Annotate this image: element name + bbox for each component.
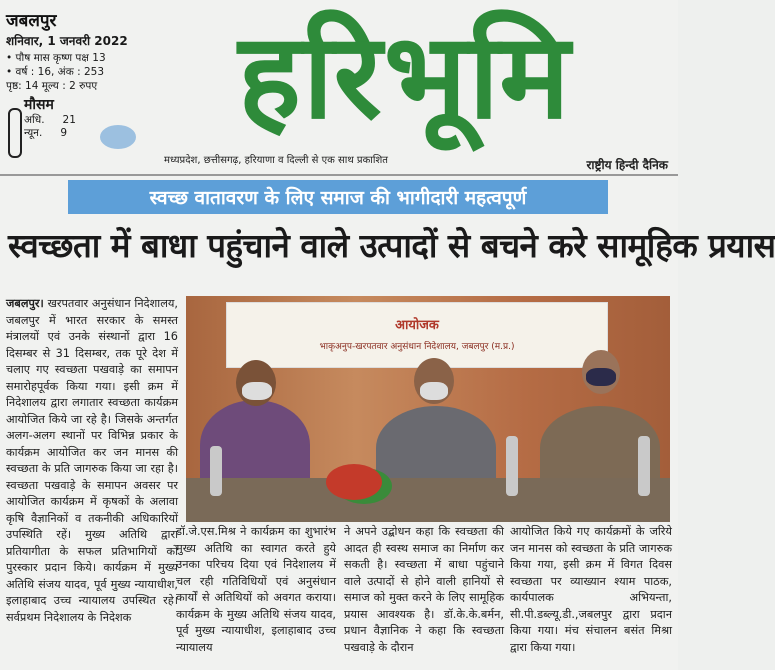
min-value: 9 — [60, 127, 68, 139]
newspaper-logo: हरिभूमि — [238, 7, 572, 145]
masthead-divider — [0, 174, 678, 176]
weather-max — [24, 114, 146, 127]
weather-label: मौसम — [24, 97, 54, 113]
article-column-1 — [6, 296, 178, 664]
person-center-mask — [420, 382, 448, 400]
max-label: अधि. — [24, 114, 45, 126]
hindu-date: • पौष मास कृष्ण पक्ष 13 — [6, 52, 106, 64]
person-right-mask — [586, 368, 616, 386]
max-value: 21 — [62, 114, 76, 126]
photo-banner-board — [226, 302, 608, 368]
article-column-3: ने अपने उद्बोधन कहा कि स्वच्छता की आदत ही स्वस्थ समाज का निर्माण कर सकती है। स्वच्छता में बाधा पहुंचाने वाले उत्पादों से होने वाली हानियों से समाज को मुक्त करने के लिए सामूहिक प्रयास आवश्यक है। डॉ.के.के.बर्मन, प्रधान वैज्ञानिक ने कहा कि स्वच्छता पखवाड़े के दौरान — [344, 525, 504, 654]
tagline: मध्यप्रदेश, छत्तीसगढ़, हरियाणा व दिल्ली से एक साथ प्रकाशित — [164, 155, 388, 166]
min-label: न्यून. — [24, 127, 43, 139]
stage-table — [186, 478, 670, 522]
article-banner: स्वच्छ वातावरण के लिए समाज की भागीदारी महत्वपूर्ण — [68, 180, 608, 214]
bottle-3 — [638, 436, 650, 496]
column-1-text: खरपतवार अनुसंधान निदेशालय, जबलपुर में भारत सरकार के समस्त मंत्रालयों एवं उनके संस्थानों द्वारा 16 दिसम्बर से 31 दिसम्बर, तक पूरे देश में चलाए गए स्वच्छता पखवाड़े का समापन समारोहपूर्वक किया गया। इसी क्रम में निदेशालय द्वारा लगातार स्वच्छता कार्यक्रम आयोजित किये जा रहे है। जिसके अन्तर्गत अलग-अलग स्थानों पर विभिन्न प्रकार के कार्यक्रम आयोजित कर जन मानस की स्वच्छता के प्रति जागरुक किया जा रहा है। स्वच्छता पखवाड़े के समापन अवसर पर आयोजित कार्यक्रम में कृषकों के अलावा कृषि वैज्ञानिकों व तकनीकी अधिकारियों उपस्थिति रहें। मुख्य अतिथि द्वारा प्रतियागीता के सफल प्रतिभागियों को पुरस्कार प्रदान किये। कार्यक्रम में मुख्य अतिथि संजय यादव, पूर्व मुख्य न्यायाधीश, इलाहाबाद उच्च न्यायालय उपस्थित रहे।सर्वप्रथम निदेशालय के निदेशक — [6, 297, 178, 624]
issue-meta — [6, 51, 146, 93]
article-headline: स्वच्छता में बाधा पहुंचाने वाले उत्पादों से बचने करे सामूहिक प्रयास — [8, 226, 775, 265]
board-title: आयोजक — [395, 318, 439, 333]
bottle-1 — [210, 446, 222, 496]
dateline: जबलपुर। — [6, 297, 44, 310]
article-column-4: आयोजित किये गए कार्यक्रमों के जरिये जन मानस को स्वच्छता के प्रति जागरुक किया गया, इसी क्रम में विगत दिवस स्वच्छता पर व्याख्यान श्याम पाठक, कार्यपालक अभियन्ता, सी.पी.डब्ल्यू.डी.,जबलपुर द्वारा प्रदान किया गया। मंच संचालन बसंत मिश्रा द्वारा किया गया। — [510, 525, 672, 654]
article-column-2: डॉ.जे.एस.मिश्र ने कार्यक्रम का शुभारंभ मुख्य अतिथि का स्वागत करते हुये उनका परिचय दिया एवं निदेशालय में चल रही गतिविधियों एवं अनुसंधान कार्यों से अतिथियों को अवगत कराया। कार्यक्रम के मुख्य अतिथि संजय यादव, पूर्व मुख्य न्यायाधीश, इलाहाबाद उच्च न्यायालय — [176, 525, 336, 654]
issue-date: शनिवार, 1 जनवरी 2022 — [6, 34, 128, 48]
volume-info: • वर्ष : 16, अंक : 253 — [6, 66, 105, 78]
paper-type: राष्ट्रीय हिन्दी दैनिक — [586, 158, 668, 172]
person-left-mask — [242, 382, 272, 400]
city-name: जबलपुर — [6, 11, 57, 31]
bottle-2 — [506, 436, 518, 496]
cloud-icon — [100, 125, 136, 149]
masthead-info — [6, 8, 146, 140]
flower-bouquet — [326, 464, 382, 500]
board-subtitle: भाकृअनुप-खरपतवार अनुसंधान निदेशालय, जबलपुर (म.प्र.) — [319, 342, 515, 352]
event-photo — [186, 296, 670, 522]
thermometer-icon — [8, 108, 22, 158]
pages-price: पृष्ठ: 14 मूल्य : 2 रुपए — [6, 80, 98, 92]
